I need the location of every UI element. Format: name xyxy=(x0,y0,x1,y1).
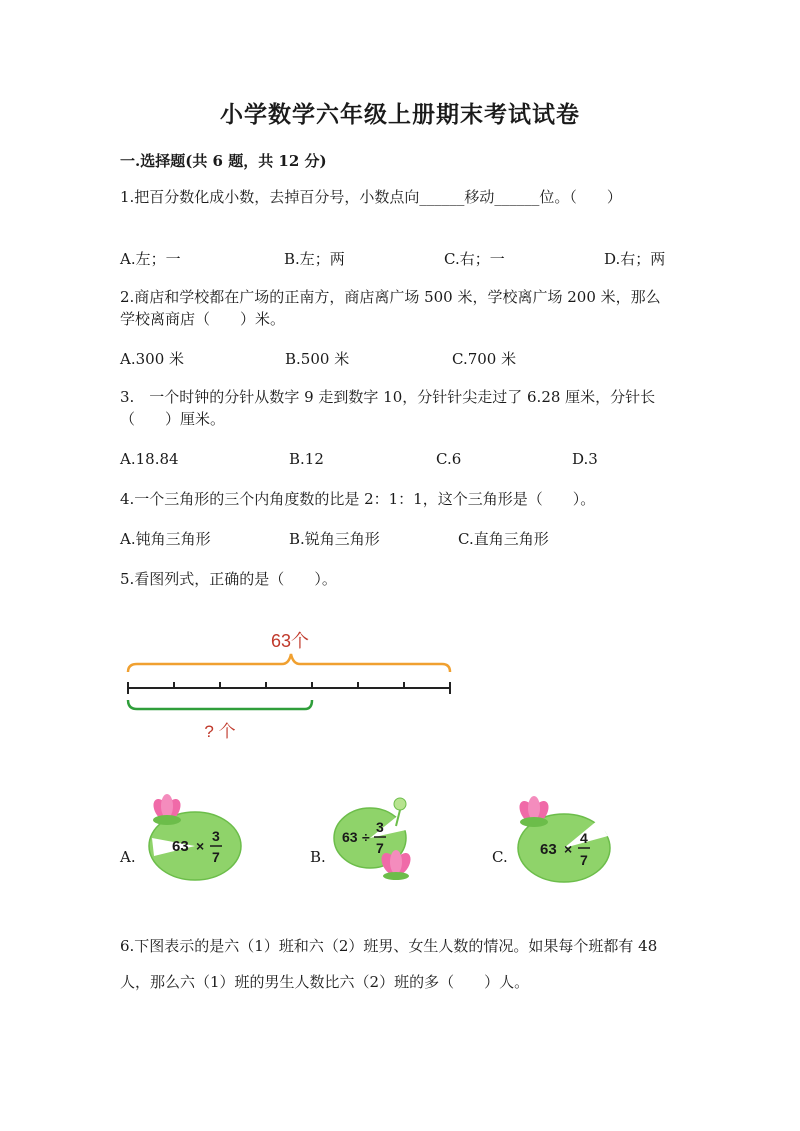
q5-option-a-pad[interactable] xyxy=(140,788,245,888)
q4-option-b[interactable]: B.锐角三角形 xyxy=(289,530,380,548)
svg-text:63: 63 xyxy=(540,841,557,858)
svg-text:4: 4 xyxy=(580,830,588,846)
q1-option-d[interactable]: D.右；两 xyxy=(604,250,666,268)
question-5: 5.看图列式，正确的是（ ）。 xyxy=(120,570,337,588)
q4-option-a[interactable]: A.钝角三角形 xyxy=(120,530,211,548)
svg-text:7: 7 xyxy=(212,849,220,865)
q2-option-a[interactable]: A.300 米 xyxy=(120,350,184,368)
q1-option-a[interactable]: A.左；一 xyxy=(120,250,181,268)
question-4: 4.一个三角形的三个内角度数的比是 2：1：1，这个三角形是（ ）。 xyxy=(120,490,596,508)
q5-option-b-pad[interactable] xyxy=(330,792,430,887)
total-brace xyxy=(128,654,450,672)
q5-option-c-label[interactable]: C. xyxy=(492,848,508,866)
svg-text:63: 63 xyxy=(172,838,189,855)
total-label: 63个 xyxy=(270,631,310,651)
section-heading: 一.选择题(共 6 题，共 12 分) xyxy=(120,152,327,170)
q4-option-c[interactable]: C.直角三角形 xyxy=(458,530,549,548)
q1-option-b[interactable]: B.左；两 xyxy=(284,250,345,268)
question-2: 2.商店和学校都在广场的正南方，商店离广场 500 米，学校离广场 200 米，那么学校离商店（ ）米。 xyxy=(120,288,661,328)
segment-diagram xyxy=(115,620,475,750)
lotus-flower-icon xyxy=(150,794,184,825)
q3-option-d[interactable]: D.3 xyxy=(572,450,598,468)
part-label: ? 个 xyxy=(204,722,236,741)
svg-text:÷: ÷ xyxy=(362,829,370,845)
q2-option-c[interactable]: C.700 米 xyxy=(452,350,517,368)
svg-text:×: × xyxy=(564,841,573,857)
svg-text:7: 7 xyxy=(376,840,384,856)
q3-option-a[interactable]: A.18.84 xyxy=(120,450,179,468)
q5-option-b-label[interactable]: B. xyxy=(310,848,326,866)
q5-option-a-label[interactable]: A. xyxy=(120,848,136,866)
svg-text:×: × xyxy=(196,838,205,854)
q3-option-c[interactable]: C.6 xyxy=(436,450,462,468)
question-6: 6.下图表示的是六（1）班和六（2）班男、女生人数的情况。如果每个班都有 48 人，那么六（1）班的男生人数比六（2）班的多（ ）人。 xyxy=(120,937,658,991)
svg-text:3: 3 xyxy=(212,828,220,844)
question-1: 1.把百分数化成小数，去掉百分号，小数点向______移动______位。（ ） xyxy=(120,188,622,206)
q2-option-b[interactable]: B.500 米 xyxy=(285,350,350,368)
q1-option-c[interactable]: C.右；一 xyxy=(444,250,505,268)
q5-option-c-pad[interactable] xyxy=(510,790,615,890)
svg-text:3: 3 xyxy=(376,819,384,835)
question-3: 3. 一个时钟的分针从数字 9 走到数字 10，分针针尖走过了 6.28 厘米，分针长（ ）厘米。 xyxy=(120,388,656,428)
svg-text:63: 63 xyxy=(342,829,358,845)
part-brace xyxy=(128,700,312,709)
page-title: 小学数学六年级上册期末考试试卷 xyxy=(220,101,580,128)
q3-option-b[interactable]: B.12 xyxy=(289,450,324,468)
lotus-flower-icon xyxy=(516,796,552,827)
svg-text:7: 7 xyxy=(580,852,588,868)
